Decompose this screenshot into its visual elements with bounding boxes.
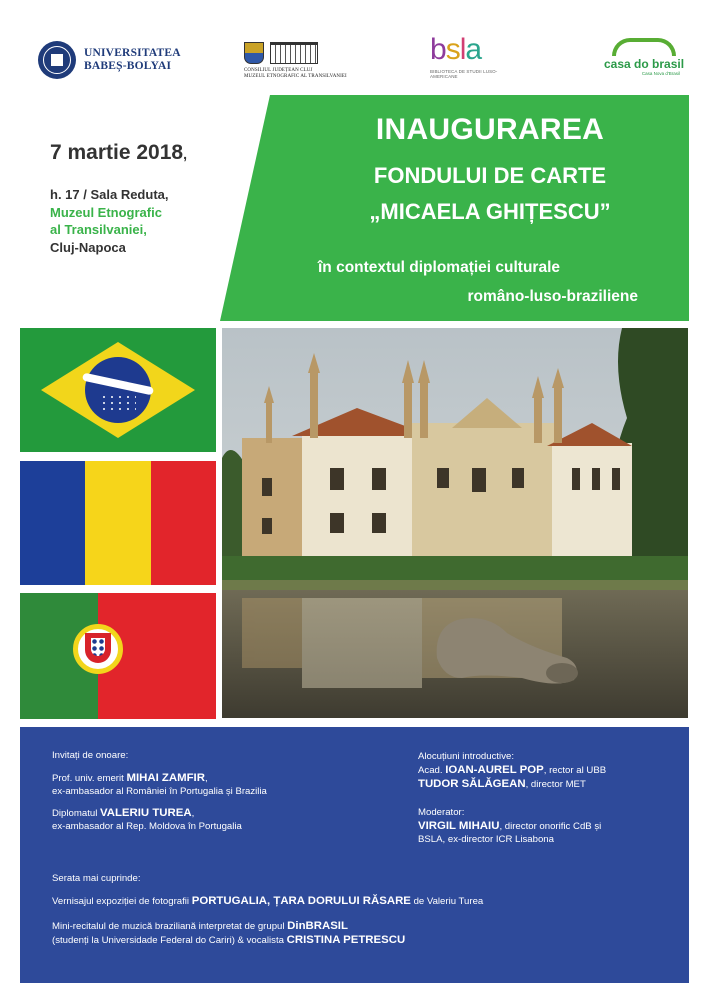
exhibition-item: Vernisajul expoziției de fotografii PORTUGALIA, ȚARA DORULUI RĂSARE de Valeriu Turea: [52, 895, 484, 907]
ubb-seal-icon: [38, 41, 76, 79]
met-logo-text: CONSILIUL JUDEȚEAN CLUJ MUZEUL ETNOGRAFIC AL TRANSILVANIEI: [244, 68, 347, 79]
bsla-subtitle: BIBLIOTECA DE STUDII LUSO-AMERICANE: [430, 69, 498, 79]
title-line-1: INAUGURAREA: [375, 113, 605, 146]
subtitle-line-1: în contextul diplomației culturale: [318, 259, 561, 276]
speeches-heading: Alocuțiuni introductive:: [418, 751, 514, 762]
guests-heading: Invitați de onoare:: [52, 750, 129, 761]
romania-flag: [20, 461, 216, 585]
recital-item: Mini-recitalul de muzică braziliană interpretat de grupul DinBRASIL (studenți la Universidade Federal do Cariri) & vocalista CRISTINA PETRESCU: [52, 920, 406, 946]
title-line-3: „MICAELA GHIȚESCU”: [369, 199, 611, 224]
bsla-logo: [430, 34, 506, 80]
hill-arc-icon: [612, 38, 676, 56]
casa-wordmark: casa do brasil: [604, 57, 685, 71]
crest-icon: [244, 42, 264, 64]
evening-heading: Serata mai cuprinde:: [52, 873, 141, 884]
brazil-flag: [20, 328, 216, 452]
subtitle-line-2: româno-luso-braziliene: [467, 288, 638, 305]
moderator-heading: Moderator:: [418, 807, 465, 818]
title-line-2: FONDULUI DE CARTE: [373, 163, 607, 188]
speaker-2: TUDOR SĂLĂGEAN, director MET: [418, 778, 586, 790]
bsla-wordmark: bsla: [430, 33, 482, 66]
guest-1: Prof. univ. emerit MIHAI ZAMFIR, ex-ambasador al României în Portugalia și Brazilia: [52, 772, 267, 797]
museum-building-icon: [270, 42, 318, 64]
guest-2: Diplomatul VALERIU TUREA, ex-ambasador al Rep. Moldova în Portugalia: [52, 807, 242, 832]
ubb-logo-text: UNIVERSITATEA BABEȘ-BOLYAI: [84, 47, 181, 72]
portugal-flag: [20, 593, 216, 719]
event-venue: h. 17 / Sala Reduta, Muzeul Etnografic al Transilvaniei, Cluj-Napoca: [50, 187, 169, 255]
casa-tagline: Casa Nova d'Brasil: [641, 71, 680, 76]
casa-do-brasil-logo: [604, 38, 684, 80]
moderator: VIRGIL MIHAIU, director onorific CdB și BSLA, ex-director ICR Lisabona: [418, 820, 602, 845]
palace-photo: [222, 328, 688, 718]
ubb-logo: [38, 40, 181, 80]
met-logo: [244, 42, 352, 82]
event-date: 7 martie 2018,: [50, 141, 187, 164]
speaker-1: Acad. IOAN-AUREL POP, rector al UBB: [418, 764, 607, 776]
